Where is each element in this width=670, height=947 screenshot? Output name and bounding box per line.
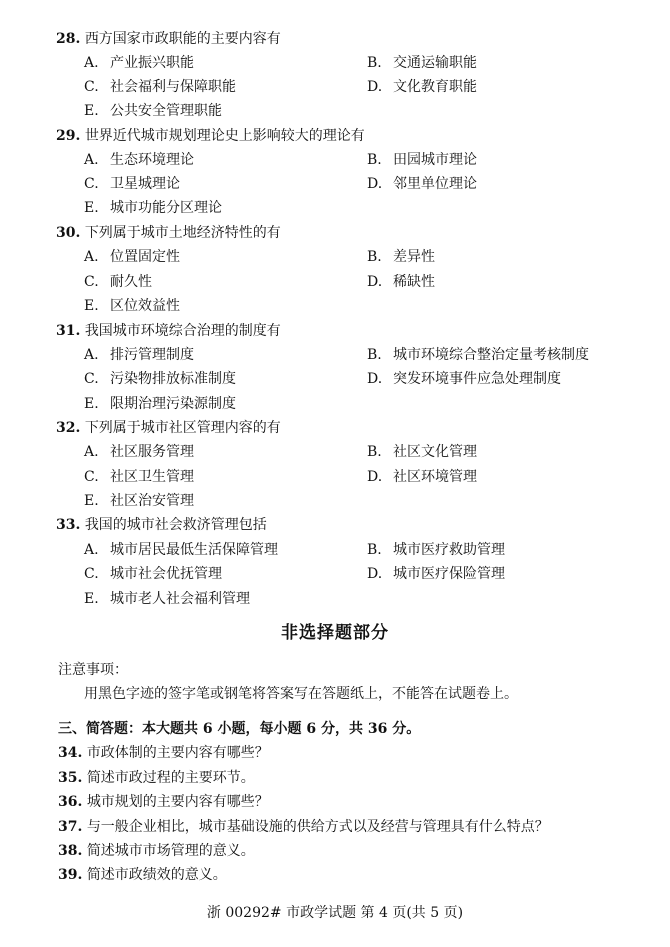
option-a: A. 排污管理制度: [84, 347, 194, 363]
question-number: 28.: [56, 31, 81, 47]
option-a: A. 产业振兴职能: [84, 55, 194, 71]
page-footer: 浙 00292# 市政学试题 第 4 页(共 5 页): [206, 905, 464, 921]
notice-label: 注意事项：: [58, 662, 128, 678]
question-text: 世界近代城市规划理论史上影响较大的理论有: [84, 128, 365, 144]
option-a: A. 城市居民最低生活保障管理: [84, 542, 278, 558]
short-question-36: [58, 792, 269, 812]
question-number: 29.: [56, 128, 81, 144]
question-text: 简述城市市场管理的意义。: [86, 843, 255, 859]
question-number: 33.: [56, 517, 81, 533]
option-b: B. 城市环境综合整治定量考核制度: [367, 347, 589, 363]
option-d: D. 突发环境事件应急处理制度: [367, 371, 561, 387]
short-question-35: [58, 768, 255, 788]
option-a: A. 位置固定性: [84, 249, 180, 265]
question-text: 下列属于城市土地经济特性的有: [84, 225, 281, 241]
option-c: C. 污染物排放标准制度: [84, 371, 236, 387]
question-stem: [56, 515, 267, 535]
question-number: 38.: [58, 843, 83, 859]
option-e: E. 区位效益性: [84, 298, 180, 314]
question-text: 与一般企业相比，城市基础设施的供给方式以及经营与管理具有什么特点？: [86, 819, 549, 835]
question-number: 39.: [58, 867, 83, 883]
question-stem: [56, 321, 281, 341]
question-text: 市政体制的主要内容有哪些？: [86, 745, 269, 761]
option-e: E. 城市功能分区理论: [84, 200, 222, 216]
option-b: B. 交通运输职能: [367, 55, 477, 71]
question-text: 下列属于城市社区管理内容的有: [84, 420, 281, 436]
short-question-38: [58, 841, 255, 861]
question-number: 34.: [58, 745, 83, 761]
option-c: C. 社会福利与保障职能: [84, 79, 236, 95]
question-stem: [56, 126, 365, 146]
option-d: D. 文化教育职能: [367, 79, 477, 95]
option-e: E. 城市老人社会福利管理: [84, 591, 250, 607]
question-text: 我国的城市社会救济管理包括: [84, 517, 267, 533]
option-c: C. 卫星城理论: [84, 176, 180, 192]
question-stem: [56, 223, 281, 243]
question-text: 简述市政过程的主要环节。: [86, 770, 255, 786]
question-text: 简述市政绩效的意义。: [86, 867, 227, 883]
option-c: C. 耐久性: [84, 274, 152, 290]
option-c: C. 城市社会优抚管理: [84, 566, 222, 582]
option-e: E. 限期治理污染源制度: [84, 396, 236, 412]
question-text: 城市规划的主要内容有哪些？: [86, 794, 269, 810]
option-c: C. 社区卫生管理: [84, 469, 194, 485]
question-text: 我国城市环境综合治理的制度有: [84, 323, 281, 339]
option-a: A. 社区服务管理: [84, 444, 194, 460]
question-number: 31.: [56, 323, 81, 339]
option-a: A. 生态环境理论: [84, 152, 194, 168]
section-title: 非选择题部分: [281, 623, 389, 643]
option-e: E. 社区治安管理: [84, 493, 194, 509]
question-number: 37.: [58, 819, 83, 835]
option-d: D. 社区环境管理: [367, 469, 477, 485]
short-question-37: [58, 817, 549, 837]
question-number: 32.: [56, 420, 81, 436]
question-number: 30.: [56, 225, 81, 241]
option-b: B. 城市医疗救助管理: [367, 542, 505, 558]
short-question-39: [58, 865, 227, 885]
option-e: E. 公共安全管理职能: [84, 103, 222, 119]
option-b: B. 差异性: [367, 249, 435, 265]
question-text: 西方国家市政职能的主要内容有: [84, 31, 281, 47]
question-number: 36.: [58, 794, 83, 810]
notice-text: 用黑色字迹的签字笔或钢笔将答案写在答题纸上，不能答在试题卷上。: [84, 686, 518, 702]
question-stem: [56, 29, 281, 49]
option-d: D. 城市医疗保险管理: [367, 566, 505, 582]
option-b: B. 田园城市理论: [367, 152, 477, 168]
option-d: D. 稀缺性: [367, 274, 435, 290]
part-three-header: 三、简答题：本大题共 6 小题，每小题 6 分，共 36 分。: [58, 721, 421, 737]
option-d: D. 邻里单位理论: [367, 176, 477, 192]
question-number: 35.: [58, 770, 83, 786]
short-question-34: [58, 743, 269, 763]
question-stem: [56, 418, 281, 438]
option-b: B. 社区文化管理: [367, 444, 477, 460]
